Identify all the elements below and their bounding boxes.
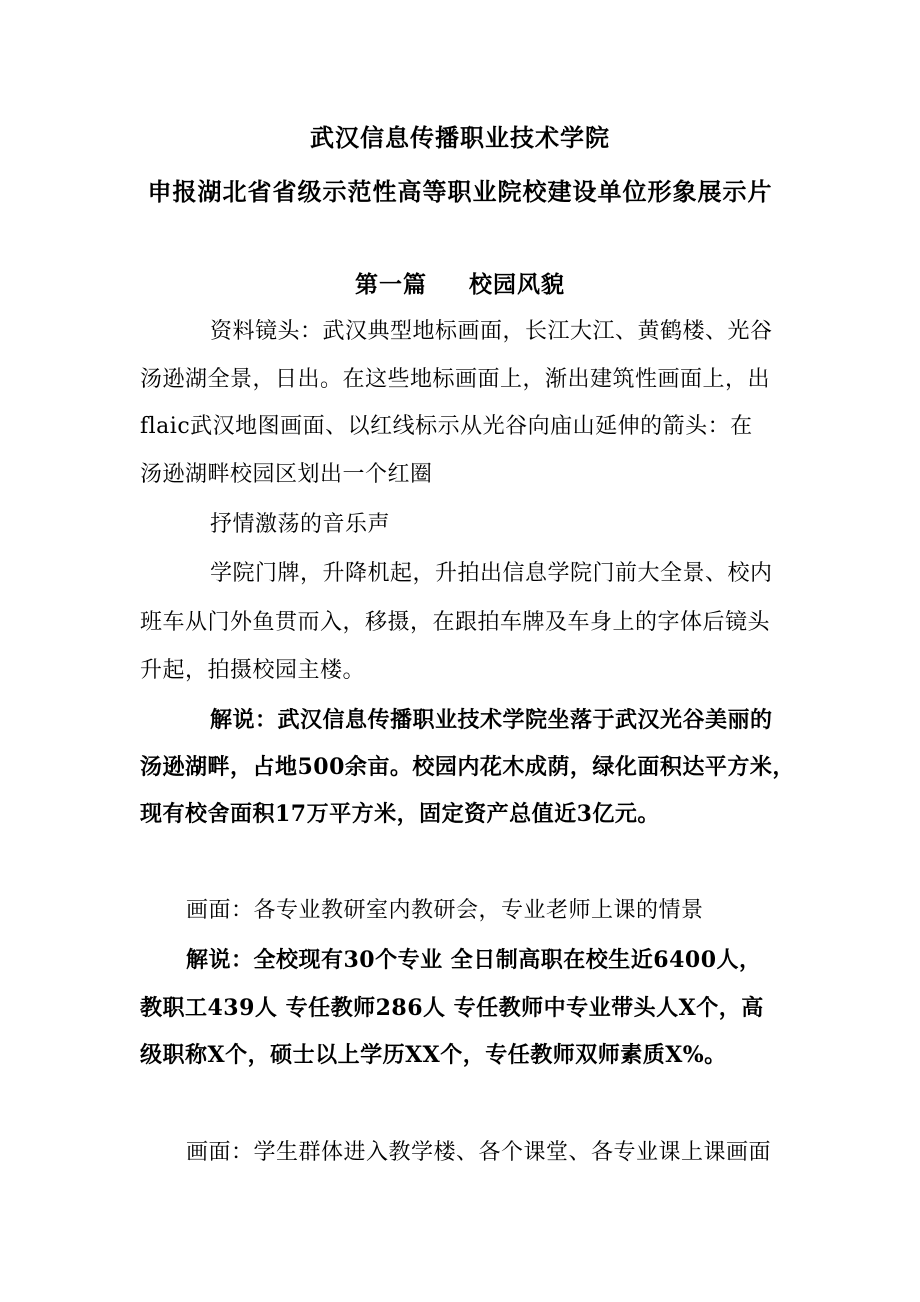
chapter-heading [0, 266, 920, 299]
paragraph-line: 汤逊湖畔校园区划出一个红圈 [140, 462, 433, 487]
paragraph-line: 学院门牌，升降机起，升拍出信息学院门前大全景、校内 [210, 561, 773, 586]
document-subtitle: 申报湖北省省级示范性高等职业院校建设单位形象展示片 [147, 177, 773, 206]
paragraph-line: 汤逊湖全景，日出。在这些地标画面上，渐出建筑性画面上，出 [140, 367, 771, 392]
paragraph-scene-students: 画面：学生群体进入教学楼、各个课堂、各专业课上课画面 [186, 1140, 772, 1165]
paragraph-line: 班车从门外鱼贯而入，移摄，在跟拍车牌及车身上的字体后镜头 [140, 610, 771, 635]
paragraph-line: 解说：全校现有30个专业 全日制高职在校生近6400人， [186, 947, 762, 973]
paragraph-line: 汤逊湖畔，占地500余亩。校园内花木成荫，绿化面积达平方米， [140, 754, 795, 780]
paragraph-line: 解说：武汉信息传播职业技术学院坐落于武汉光谷美丽的 [210, 707, 773, 733]
paragraph-music: 抒情激荡的音乐声 [210, 512, 391, 537]
paragraph-line: 升起，拍摄校园主楼。 [140, 658, 366, 683]
paragraph-line: 教职工439人 专任教师286人 专任教师中专业带头人X个，高 [140, 995, 764, 1021]
paragraph-line: 级职称X个，硕士以上学历XX个，专任教师双师素质X%。 [140, 1042, 727, 1068]
chapter-label: 第一篇 [355, 271, 427, 298]
document-title: 武汉信息传播职业技术学院 [310, 123, 610, 152]
paragraph-scene-faculty: 画面：各专业教研室内教研会，专业老师上课的情景 [186, 898, 704, 923]
chapter-name: 校园风貌 [469, 271, 565, 298]
paragraph-line: 现有校舍面积17万平方米，固定资产总值近3亿元。 [140, 801, 660, 827]
paragraph-line: 资料镜头：武汉典型地标画面，长江大江、黄鹤楼、光谷 [210, 319, 773, 344]
paragraph-line: flaic武汉地图画面、以红线标示从光谷向庙山延伸的箭头：在 [140, 414, 753, 439]
